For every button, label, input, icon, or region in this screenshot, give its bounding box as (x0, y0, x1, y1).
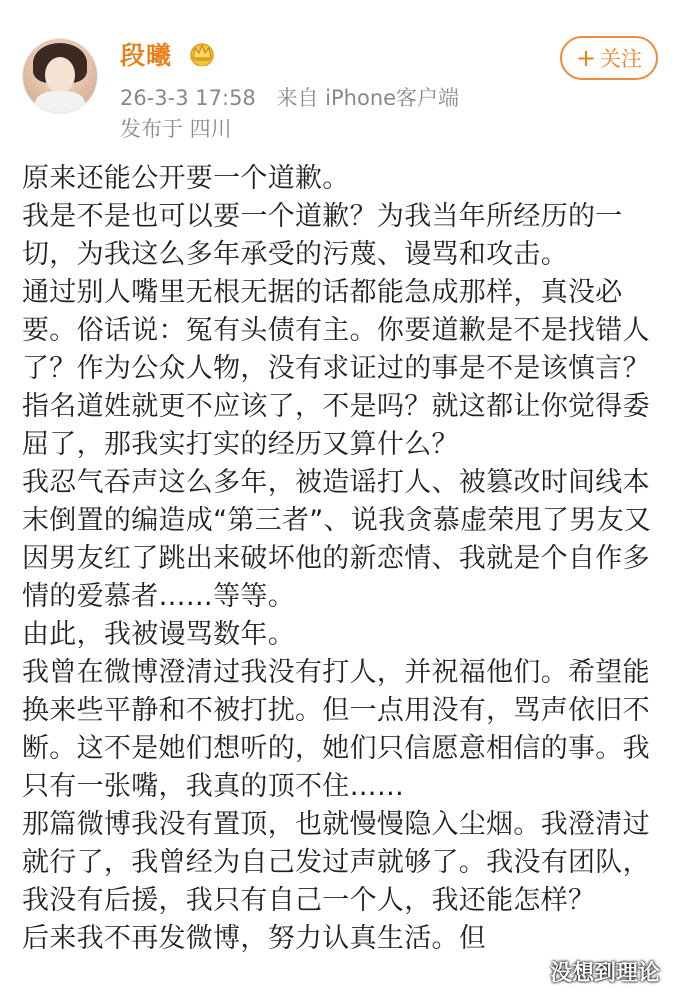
watermark: 没想到理论 (549, 961, 660, 986)
post-source: 来自 iPhone客户端 (276, 86, 460, 110)
follow-button[interactable] (560, 36, 658, 80)
post-paragraph: 我是不是也可以要一个道歉？为我当年所经历的一切，为我这么多年承受的污蔑、谩骂和攻击。 (22, 201, 623, 270)
post-paragraph: 我忍气吞声这么多年，被造谣打人、被篡改时间线本末倒置的编造成“第三者”、说我贪慕虚荣甩了男友又因男友红了跳出来破坏他的新恋情、我就是个自作多情的爱慕者……等等。 (22, 467, 652, 612)
post-paragraph: 由此，我被谩骂数年。 (22, 619, 295, 650)
avatar[interactable] (22, 38, 98, 114)
post-paragraph: 那篇微博我没有置顶，也就慢慢隐入尘烟。我澄清过就行了，我曾经为自己发过声就够了。我没有团队，我没有后援，我只有自己一个人，我还能怎样？ (22, 809, 650, 916)
follow-label: 关注 (600, 47, 643, 71)
post-paragraph: 后来我不再发微博，努力认真生活。但 (22, 923, 487, 954)
post-date: 26-3-3 17:58 (120, 86, 256, 110)
post-paragraph: 我曾在微博澄清过我没有打人，并祝福他们。希望能换来些平静和不被打扰。但一点用没有，骂声依旧不断。这不是她们想听的，她们只信愿意相信的事。我只有一张嘴，我真的顶不住…… (22, 657, 650, 802)
crown-icon (185, 38, 219, 66)
author-name[interactable]: 段曦 (120, 41, 173, 70)
avatar-body (35, 91, 85, 114)
post-paragraph: 原来还能公开要一个道歉。 (22, 163, 350, 194)
post-meta (120, 82, 473, 112)
avatar-face (45, 57, 75, 93)
post-header (0, 0, 680, 150)
post-body (22, 160, 662, 958)
post-paragraph: 通过别人嘴里无根无据的话都能急成那样，真没必要。俗话说：冤有头债有主。你要道歉是不是找错人了？作为公众人物，没有求证过的事是不是该慎言？指名道姓就更不应该了，不是吗？就这都让你觉得委屈了，那我实打实的经历又算什么？ (22, 277, 650, 460)
plus-icon: + (575, 44, 597, 72)
post-location: 发布于 四川 (120, 117, 232, 141)
